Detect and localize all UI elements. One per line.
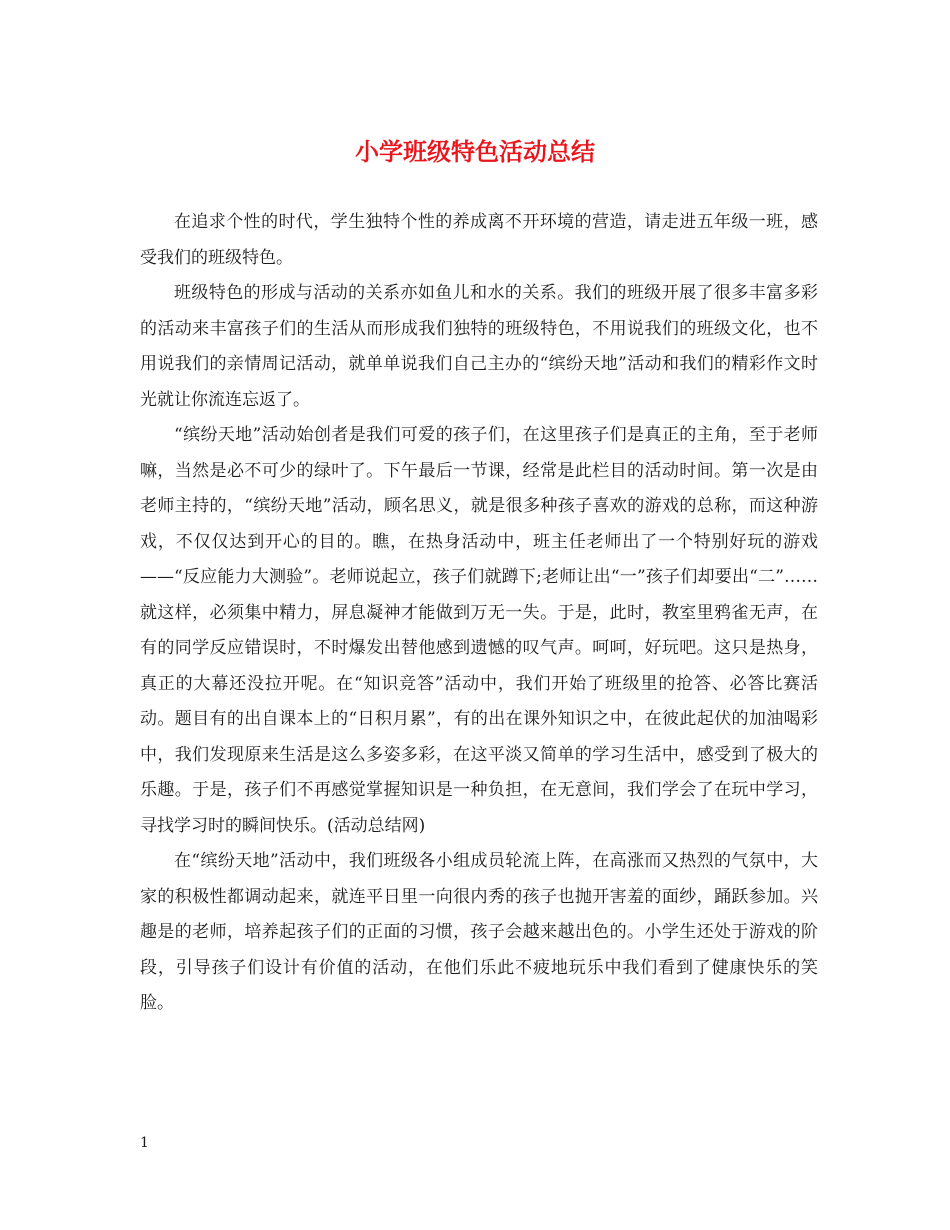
paragraph-3: “缤纷天地”活动始创者是我们可爱的孩子们，在这里孩子们是真正的主角，至于老师嘛，当然是必不可少的绿叶了。下午最后一节课，经常是此栏目的活动时间。第一次是由老师主持的，“缤纷天地”活动，顾名思义，就是很多种孩子喜欢的游戏的总称，而这种游戏，不仅仅达到开心的目的。瞧，在热身活动中，班主任老师出了一个特别好玩的游戏——“反应能力大测验”。老师说起立，孩子们就蹲下;老师让出“一”孩子们却要出“二”……就这样，必须集中精力，屏息凝神才能做到万无一失。于是，此时，教室里鸦雀无声，在有的同学反应错误时，不时爆发出替他感到遗憾的叹气声。呵呵，好玩吧。这只是热身，真正的大幕还没拉开呢。在“知识竞答”活动中，我们开始了班级里的抢答、必答比赛活动。题目有的出自课本上的“日积月累”，有的出在课外知识之中，在彼此起伏的加油喝彩中，我们发现原来生活是这么多姿多彩，在这平淡又简单的学习生活中，感受到了极大的乐趣。于是，孩子们不再感觉掌握知识是一种负担，在无意间，我们学会了在玩中学习，寻找学习时的瞬间快乐。(活动总结网) (140, 425, 818, 836)
paragraph-2: 班级特色的形成与活动的关系亦如鱼儿和水的关系。我们的班级开展了很多丰富多彩的活动来丰富孩子们的生活从而形成我们独特的班级特色，不用说我们的班级文化，也不用说我们的亲情周记活动，就单单说我们自己主办的“缤纷天地”活动和我们的精彩作文时光就让你流连忘返了。 (140, 283, 818, 410)
paragraph-1: 在追求个性的时代，学生独特个性的养成离不开环境的营造，请走进五年级一班，感受我们的班级特色。 (140, 212, 818, 268)
page-number: 1 (140, 1135, 149, 1151)
document-title: 小学班级特色活动总结 (355, 137, 595, 166)
paragraph-4: 在“缤纷天地”活动中，我们班级各小组成员轮流上阵，在高涨而又热烈的气氛中，大家的积极性都调动起来，就连平日里一向很内秀的孩子也抛开害羞的面纱，踊跃参加。兴趣是的老师，培养起孩子们的正面的习惯，孩子会越来越出色的。小学生还处于游戏的阶段，引导孩子们设计有价值的活动，在他们乐此不疲地玩乐中我们看到了健康快乐的笑脸。 (140, 851, 818, 1013)
document-body (140, 205, 818, 1022)
